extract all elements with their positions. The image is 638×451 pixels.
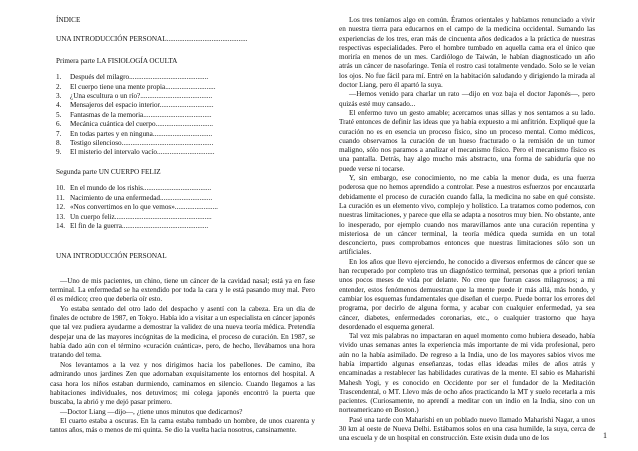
toc-entry[interactable] — [56, 194, 306, 203]
toc-part2-list — [56, 184, 306, 231]
toc-entry[interactable] — [56, 73, 306, 82]
toc-part1-title: Primera parte LA FISIOLOGÍA OCULTA — [56, 56, 178, 65]
toc-entry-label: Mensajeros del espacio interior.............................. — [70, 101, 214, 110]
toc-title: ÍNDICE — [56, 16, 81, 24]
toc-entry[interactable] — [56, 120, 306, 129]
toc-entry[interactable] — [56, 101, 306, 110]
body-paragraph: —Uno de mis pacientes, un chino, tiene un cáncer de la cavidad nasal; está ya en fase terminal. La enfermedad se ha extendido por toda la cara y le está pasando muy mal. Pero él es médico; creo que debería oír esto. — [50, 276, 315, 304]
body-paragraph: Los tres teníamos algo en común. Éramos orientales y habíamos renunciado a vivir en nuestra tierra para educarnos en el campo de la medicina occidental. Sumando las experiencias de los tres, eran más de cincuenta años dedicados a la práctica de nuestras respectivas especialidades. Pero el hombre tumbado en aquella cama era el único que moriría en menos de un mes. Cardiólogo de Taiwán, le habían diagnosticado un año atrás un cáncer de nasofaringe. Tenía el rostro casi totalmente vendado. Solo se le veían los ojos. No fue fácil para mí. Entré en la habitación saludando y dirigiendo la mirada al doctor Liang, pero él apartó la suya. — [339, 16, 595, 90]
toc-entry[interactable] — [56, 148, 306, 157]
body-paragraph: Yo estaba sentado del otro lado del despacho y asentí con la cabeza. Era un día de finales de octubre de 1987, en Tokyo. Había ido a visitar a un especialista en cáncer japonés que tal vez pudiera ayudarme a demostrar la validez de una nueva teoría médica. Pretendía despejar una de las mayores incógnitas de la medicina, el proceso de curación. En 1987, se había dado aún con el término «curación cuántica», pero, de hecho, llevábamos una hora tratando del tema. — [50, 304, 315, 360]
body-paragraph: Y, sin embargo, ese conocimiento, no me cabía la menor duda, es una fuerza poderosa que no hemos aprendido a controlar. Pese a nuestros esfuerzos por encauzarla debidamente el proceso de curación cuando falla, la medicina no sabe en qué consiste. La curación es un elemento vivo, complejo y holístico. La tratamos como podemos, con nuestras limitaciones, y parece que ella se adapta a nosotros muy bien. No obstante, ante lo inesperado, por ejemplo cuando nos maravillamos ante una curación repentina y misteriosa de un cáncer terminal, la teoría médica queda sumida en un total desconcierto, pues comprobamos entonces que nuestras limitaciones sólo son un artificiales. — [339, 174, 595, 257]
body-paragraph: —Doctor Liang —dijo—, ¿tiene unos minutos que dedicarnos? — [60, 407, 243, 416]
page-number: 1 — [603, 431, 607, 440]
toc-entry[interactable] — [56, 222, 306, 231]
left-body-text — [50, 277, 315, 436]
toc-entry-label: En el mundo de los rishis...................................... — [70, 184, 212, 193]
toc-entry-number: 11. — [56, 193, 65, 202]
toc-entry-label: ¿Una escultura o un río?........................................ — [70, 92, 213, 101]
toc-entry-label: «Nos convertimos en lo que vemos»........................ — [70, 203, 218, 212]
toc-entry-label: Después del milagro............................................ — [70, 73, 209, 82]
toc-entry-number: 2. — [56, 82, 62, 91]
toc-entry-number: 10. — [56, 184, 65, 193]
toc-intro-entry[interactable]: UNA INTRODUCCIÓN PERSONAL............................................. — [56, 35, 248, 44]
toc-entry-label: Un cuerpo feliz...................................................... — [70, 212, 212, 221]
toc-entry-number: 1. — [56, 73, 62, 82]
toc-part2-title: Segunda parte UN CUERPO FELIZ — [56, 167, 161, 176]
toc-entry-label: Fantasmas de la memoria...................................... — [70, 110, 212, 119]
section-heading: UNA INTRODUCCIÓN PERSONAL — [56, 252, 167, 261]
toc-entry-number: 7. — [56, 129, 62, 138]
toc-entry[interactable] — [56, 184, 306, 193]
toc-entry-label: Testigo silencioso................................................... — [70, 139, 214, 148]
body-paragraph: Tal vez mis palabras no impactaran en aquel momento como hubiera deseado, había vivido unas semanas antes la experiencia más importante de mi vida profesional, pero aún no la había asimilado. De regreso a la India, uno de los mayores sabios vivos me había impartido algunas enseñanzas, todas ellas ideadas miles de años atrás y encaminadas a restablecer las habilidades curativas de la mente. El sabio es Maharishi Mahesh Yogi, y es conocido en Occidente por ser el fundador de la Meditación Trascendental, o MT. Llevo más de ocho años practicando la MT y suelo recetarla a mis pacientes. (Curiosamente, no aprendí a meditar con un indio en la India, sino con un norteamericano en Boston.) — [339, 332, 595, 415]
toc-entry-number: 4. — [56, 101, 62, 110]
body-paragraph: Pasé una tarde con Maharishi en un poblado nuevo llamado Maharishi Nagar, a unos 30 km al oeste de Nueva Delhi. Estábamos solos en una casa humilde, la suya, cerca de una escuela y de un hospital en construcción. Este exisin duda uno de los — [339, 415, 595, 443]
right-column — [339, 16, 595, 444]
toc-entry[interactable] — [56, 213, 306, 222]
toc-entry-label: El misterio del intervalo vacío................................ — [70, 148, 215, 157]
toc-entry[interactable] — [56, 83, 306, 92]
toc-entry-number: 13. — [56, 212, 65, 221]
toc-entry-label: Mecánica cuántica del cuerpo................................ — [70, 120, 214, 129]
toc-entry-number: 3. — [56, 92, 62, 101]
left-column — [50, 16, 315, 436]
toc-entry-label: El fin de la guerra................................................ — [70, 221, 209, 230]
toc-entry-label: El cuerpo tiene una mente propia............................ — [70, 82, 216, 91]
body-paragraph: Nos levantamos a la vez y nos dirigimos hacia los pabellones. De camino, iba admirando unos jardines Zen que adornaban exquisitamente los entornos del hospital. A casa hora los niños estaban durmiendo, caminamos en silencio. Cuando llegamos a las habitaciones individuales, nos detuvimos; mi colega japonés encontró la puerta que buscaba, la abrió y me dejó pasar primero. — [50, 360, 315, 407]
body-paragraph: El enfermo tuvo un gesto amable; acercamos unas sillas y nos sentamos a su lado. Traté entonces de definir las ideas que ya había expuesto a mi anfitrión. Expliqué que la curación no es en esencia un proceso físico, sino un proceso mental. Como médicos, cuando observamos la curación de un hueso fracturado o la remisión de un tumor maligno, sólo nos paramos a analizar el mecanismo físico. Pero el mecanismo físico es una pantalla. Detrás, hay algo mucho más abstracto, una forma de sabiduría que no puede verse ni tocarse. — [339, 108, 595, 173]
toc-entry-number: 8. — [56, 139, 62, 148]
toc-entry[interactable] — [56, 92, 306, 101]
body-paragraph: El cuarto estaba a oscuras. En la cama estaba tumbado un hombre, de unos cuarenta y tantos años, más o menos de mi quinta. Se dio la vuelta hacia nosotros, cansinamente. — [50, 416, 315, 435]
toc-part1-list — [56, 73, 306, 158]
toc-entry[interactable] — [56, 139, 306, 148]
toc-entry[interactable] — [56, 203, 306, 212]
toc-entry-label: En todas partes y en ninguna................................. — [70, 129, 213, 138]
body-paragraph: —Hemos venido para charlar un rato —dijo en voz baja el doctor Japonés—, pero quizás esté muy cansado... — [339, 90, 595, 108]
toc-entry-number: 5. — [56, 110, 62, 119]
toc-entry-label: Nacimiento de una enfermedad............................. — [70, 193, 213, 202]
body-paragraph: En los años que llevo ejerciendo, he conocido a diversos enfermos de cáncer que se han recuperado por completo tras un diagnóstico terminal, personas que a priori tenían unos pocos meses de vida por delante. No creo que fueran casos milagrosos; a mi entender, estos fenómenos demuestran que la mente puede ir más allá, más hondo, y cambiar los esquemas fundamentales que diseñan el cuerpo. Puede borrar los errores del programa, por decirlo de alguna forma, y acabar con cualquier enfermedad, ya sea cáncer, diabetes, enfermedades coronarias, etc., o cualquier trastorno que haya desordenado el esquema general. — [339, 257, 595, 331]
toc-entry-number: 14. — [56, 221, 65, 230]
toc-entry-number: 6. — [56, 120, 62, 129]
toc-entry[interactable] — [56, 130, 306, 139]
toc-entry[interactable] — [56, 111, 306, 120]
toc-entry-number: 12. — [56, 203, 65, 212]
toc-entry-number: 9. — [56, 148, 62, 157]
